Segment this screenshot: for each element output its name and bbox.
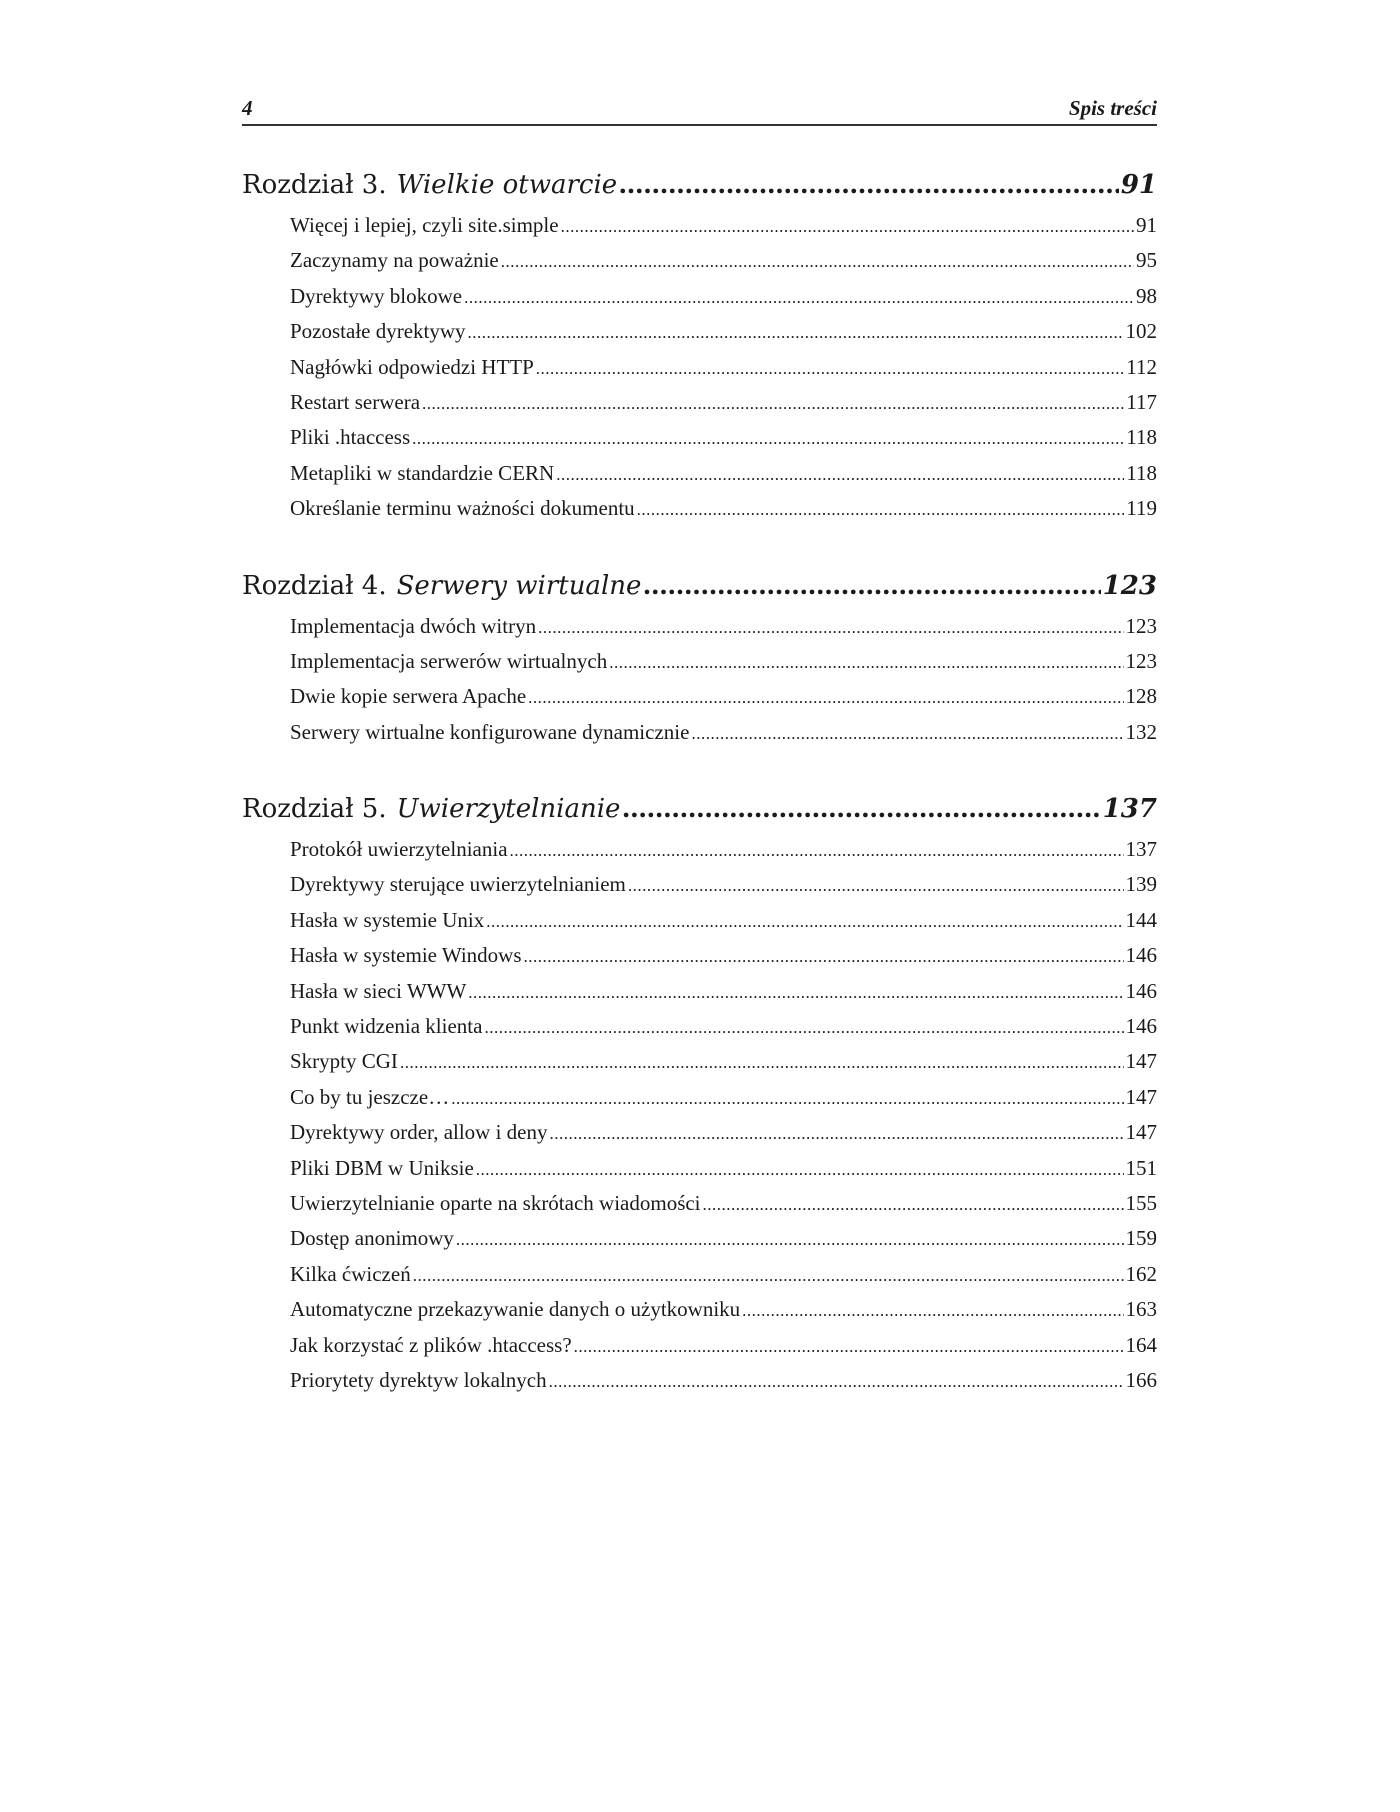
chapter-heading[interactable] [242, 166, 1157, 202]
entry-page-number: 147 [1125, 1084, 1157, 1109]
dot-leader [549, 1363, 1124, 1398]
entry-title: Pozostałe dyrektywy [290, 319, 466, 344]
toc-entry[interactable] [290, 1186, 1157, 1221]
entry-title: Nagłówki odpowiedzi HTTP [290, 354, 534, 379]
toc-entry[interactable] [290, 420, 1157, 455]
entry-title: Co by tu jeszcze… [290, 1084, 450, 1109]
dot-leader [691, 715, 1123, 750]
toc-entry[interactable] [290, 1009, 1157, 1044]
dot-leader [501, 243, 1134, 278]
dot-leader [486, 903, 1123, 938]
entry-title: Pliki .htaccess [290, 425, 411, 450]
dot-leader [538, 609, 1123, 644]
entry-page-number: 147 [1125, 1120, 1157, 1145]
entry-title: Metapliki w standardzie CERN [290, 460, 555, 485]
header-running-title: Spis treści [1068, 96, 1157, 120]
toc-entry[interactable] [290, 491, 1157, 526]
chapter-label: Rozdział 4. [242, 570, 387, 601]
entry-title: Uwierzytelnianie oparte na skrótach wiadomości [290, 1190, 701, 1215]
chapter-entries [242, 208, 1157, 527]
dot-leader [609, 644, 1123, 679]
entry-title: Zaczynamy na poważnie [290, 248, 499, 273]
entry-page-number: 112 [1126, 354, 1157, 379]
toc-chapter [242, 166, 1157, 527]
dot-leader [468, 314, 1124, 349]
entry-title: Skrypty CGI [290, 1049, 398, 1074]
toc-entry[interactable] [290, 644, 1157, 679]
entry-title: Hasła w systemie Windows [290, 943, 522, 968]
dot-leader [476, 1151, 1124, 1186]
entry-title: Serwery wirtualne konfigurowane dynamicznie [290, 719, 690, 744]
dot-leader [412, 420, 1124, 455]
toc-entry[interactable] [290, 350, 1157, 385]
entry-page-number: 155 [1125, 1190, 1157, 1215]
entry-title: Więcej i lepiej, czyli site.simple [290, 213, 559, 237]
toc-entry[interactable] [290, 974, 1157, 1009]
dot-leader [622, 790, 1100, 826]
entry-title: Implementacja serwerów wirtualnych [290, 648, 608, 673]
dot-leader [464, 279, 1134, 314]
entry-page-number: 146 [1125, 978, 1157, 1003]
entry-page-number: 117 [1126, 389, 1157, 414]
entry-title: Restart serwera [290, 389, 421, 414]
dot-leader [561, 208, 1134, 243]
dot-leader [550, 1115, 1124, 1150]
toc-page [242, 96, 1157, 1398]
running-header [242, 96, 1157, 126]
entry-page-number: 146 [1125, 1014, 1157, 1039]
dot-leader [536, 350, 1124, 385]
dot-leader [742, 1292, 1123, 1327]
entry-title: Kilka ćwiczeń [290, 1261, 411, 1286]
dot-leader [619, 166, 1119, 202]
toc-entry[interactable] [290, 1257, 1157, 1292]
toc-entry[interactable] [290, 1363, 1157, 1398]
entry-page-number: 118 [1126, 460, 1157, 485]
entry-page-number: 95 [1136, 248, 1157, 273]
entry-page-number: 98 [1136, 283, 1157, 308]
dot-leader [556, 456, 1124, 491]
dot-leader [468, 974, 1123, 1009]
toc-entry[interactable] [290, 243, 1157, 278]
chapter-page-number: 123 [1102, 570, 1157, 601]
toc-entry[interactable] [290, 1328, 1157, 1363]
entry-page-number: 151 [1125, 1155, 1157, 1180]
entry-page-number: 147 [1125, 1049, 1157, 1074]
entry-page-number: 159 [1125, 1226, 1157, 1251]
chapter-title: Wielkie otwarcie [396, 170, 618, 200]
entry-page-number: 144 [1125, 907, 1157, 932]
dot-leader [510, 832, 1124, 867]
dot-leader [643, 567, 1100, 603]
dot-leader [451, 1080, 1123, 1115]
entry-title: Określanie terminu ważności dokumentu [290, 496, 635, 521]
entry-page-number: 164 [1125, 1332, 1157, 1357]
dot-leader [703, 1186, 1124, 1221]
toc-entry[interactable] [290, 385, 1157, 420]
entry-title: Dyrektywy blokowe [290, 283, 463, 308]
entry-page-number: 102 [1125, 319, 1157, 344]
chapter-heading[interactable] [242, 790, 1157, 826]
entry-page-number: 139 [1125, 872, 1157, 897]
toc-entry[interactable] [290, 1221, 1157, 1256]
toc-entry[interactable] [290, 938, 1157, 973]
dot-leader [400, 1044, 1124, 1079]
entry-title: Protokół uwierzytelniania [290, 837, 508, 862]
entry-title: Hasła w systemie Unix [290, 907, 485, 932]
chapter-label: Rozdział 5. [242, 794, 387, 825]
dot-leader [524, 938, 1124, 973]
dot-leader [574, 1328, 1124, 1363]
chapter-title: Serwery wirtualne [396, 570, 642, 601]
toc-entry[interactable] [290, 279, 1157, 314]
toc-entry[interactable] [290, 1292, 1157, 1327]
toc-entry[interactable] [290, 715, 1157, 750]
entry-title: Dyrektywy sterujące uwierzytelnianiem [290, 872, 626, 897]
toc-entry[interactable] [290, 1080, 1157, 1115]
entry-page-number: 137 [1125, 837, 1157, 862]
toc-entry[interactable] [290, 832, 1157, 867]
toc-entry[interactable] [290, 314, 1157, 349]
dot-leader [628, 867, 1124, 902]
chapter-page-number: 91 [1120, 170, 1157, 200]
toc-entry[interactable] [290, 867, 1157, 902]
toc-entry[interactable] [290, 208, 1157, 243]
toc-chapter [242, 790, 1157, 1398]
toc-entry[interactable] [290, 679, 1157, 714]
entry-page-number: 118 [1126, 425, 1157, 450]
entry-page-number: 166 [1125, 1367, 1157, 1392]
entry-title: Jak korzystać z plików .htaccess? [290, 1332, 572, 1357]
toc-entry[interactable] [290, 903, 1157, 938]
entry-page-number: 163 [1125, 1297, 1157, 1322]
dot-leader [528, 679, 1123, 714]
entry-page-number: 132 [1125, 719, 1157, 744]
chapter-page-number: 137 [1102, 794, 1157, 825]
entry-page-number: 146 [1125, 943, 1157, 968]
entry-title: Pliki DBM w Uniksie [290, 1155, 474, 1180]
entry-title: Hasła w sieci WWW [290, 978, 467, 1003]
entry-page-number: 123 [1125, 648, 1157, 673]
entry-title: Dyrektywy order, allow i deny [290, 1120, 548, 1145]
toc-entry[interactable] [290, 456, 1157, 491]
entry-page-number: 162 [1125, 1261, 1157, 1286]
toc-entry[interactable] [290, 1151, 1157, 1186]
toc-chapter [242, 567, 1157, 751]
toc-entry[interactable] [290, 1115, 1157, 1150]
toc-entry[interactable] [290, 609, 1157, 644]
entry-title: Dostęp anonimowy [290, 1226, 454, 1251]
dot-leader [484, 1009, 1123, 1044]
entry-title: Dwie kopie serwera Apache [290, 684, 527, 709]
chapter-title: Uwierzytelnianie [396, 794, 621, 825]
entry-title: Priorytety dyrektyw lokalnych [290, 1367, 547, 1392]
entry-title: Punkt widzenia klienta [290, 1014, 483, 1039]
dot-leader [637, 491, 1125, 526]
entry-page-number: 91 [1136, 213, 1157, 237]
entry-title: Automatyczne przekazywanie danych o użytkowniku [290, 1297, 741, 1322]
dot-leader [456, 1221, 1124, 1256]
header-page-number: 4 [242, 96, 253, 120]
entry-title: Implementacja dwóch witryn [290, 613, 537, 638]
chapter-heading[interactable] [242, 567, 1157, 603]
table-of-contents [242, 166, 1157, 1398]
toc-entry[interactable] [290, 1044, 1157, 1079]
entry-page-number: 123 [1125, 613, 1157, 638]
entry-page-number: 119 [1126, 496, 1157, 521]
dot-leader [413, 1257, 1124, 1292]
chapter-label: Rozdział 3. [242, 170, 387, 200]
chapter-entries [242, 832, 1157, 1398]
dot-leader [422, 385, 1124, 420]
chapter-entries [242, 609, 1157, 751]
entry-page-number: 128 [1125, 684, 1157, 709]
